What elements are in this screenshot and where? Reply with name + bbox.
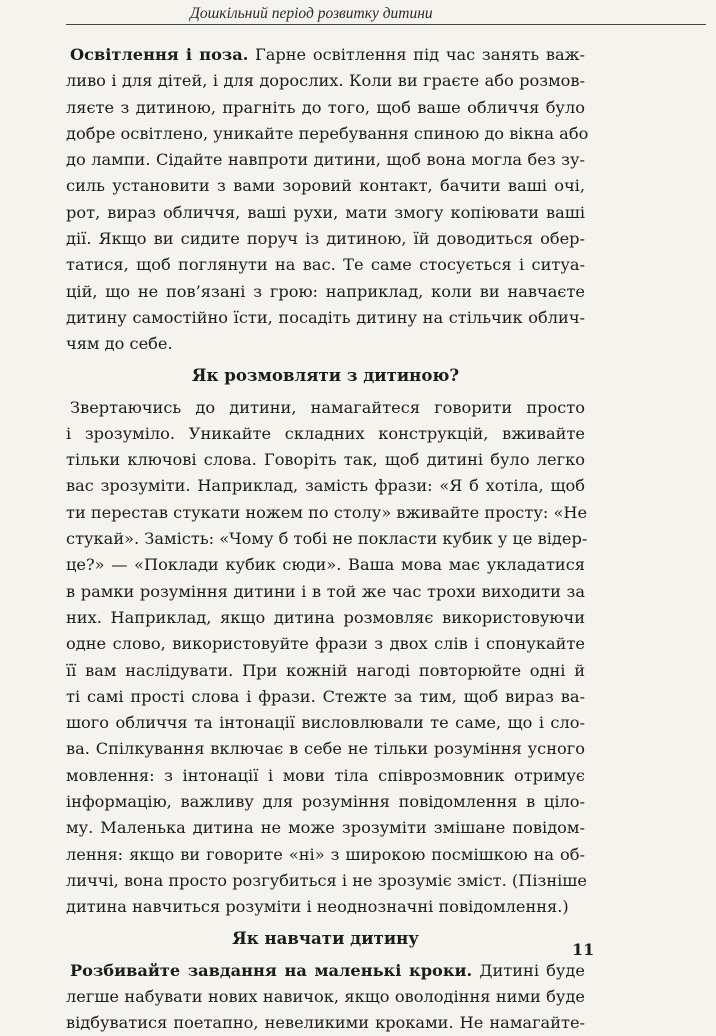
section-lighting	[66, 42, 585, 358]
paragraph-line	[66, 42, 585, 68]
paragraph-text: Дитині буде	[472, 961, 585, 980]
section-talking	[66, 395, 585, 921]
paragraph-line	[66, 958, 585, 984]
page-number: 11	[572, 940, 594, 959]
header-rule	[66, 24, 706, 25]
paragraph-line: лення: якщо ви говорите «ні» з широкою посмішкою на об-	[66, 842, 585, 868]
paragraph-line: ливо і для дітей, і для дорослих. Коли ви граєте або розмов-	[66, 68, 585, 94]
paragraph-line: це?» — «Поклади кубик сюди». Ваша мова має укладатися	[66, 552, 585, 578]
section-heading: Як навчати дитину	[66, 925, 585, 952]
section-teaching	[66, 958, 585, 1036]
paragraph-line: ва. Спілкування включає в себе не тільки розуміння усного	[66, 736, 585, 762]
paragraph-line: добре освітлено, уникайте перебування спиною до вікна або	[66, 121, 585, 147]
paragraph-line: і зрозуміло. Уникайте складних конструкцій, вживайте	[66, 421, 585, 447]
paragraph-line: татися, щоб поглянути на вас. Те саме стосується і ситуа-	[66, 252, 585, 278]
paragraph-line: цій, що не пов’язані з грою: наприклад, коли ви навчаєте	[66, 279, 585, 305]
paragraph-line: дії. Якщо ви сидите поруч із дитиною, їй доводиться обер-	[66, 226, 585, 252]
paragraph-line: шого обличчя та інтонації висловлювали те саме, що і сло-	[66, 710, 585, 736]
paragraph-lead: Освітлення і поза.	[70, 45, 248, 64]
paragraph-line: ті самі прості слова і фрази. Стежте за тим, щоб вираз ва-	[66, 684, 585, 710]
paragraph-line: личчі, вона просто розгубиться і не зрозуміє зміст. (Пізніше	[66, 868, 585, 894]
paragraph-lead: Розбивайте завдання на маленькі кроки.	[70, 961, 472, 980]
section-heading: Як розмовляти з дитиною?	[66, 362, 585, 389]
page-body	[66, 42, 585, 1036]
paragraph-line: му. Маленька дитина не може зрозуміти змішане повідом-	[66, 815, 585, 841]
paragraph-line: ти перестав стукати ножем по столу» вживайте просту: «Не	[66, 500, 585, 526]
paragraph-line: силь установити з вами зоровий контакт, бачити ваші очі,	[66, 173, 585, 199]
paragraph-line: до лампи. Сідайте навпроти дитини, щоб вона могла без зу-	[66, 147, 585, 173]
paragraph-line: чям до себе.	[66, 331, 585, 357]
paragraph-line: вас зрозуміти. Наприклад, замість фрази: «Я б хотіла, щоб	[66, 473, 585, 499]
paragraph-text: Гарне освітлення під час занять важ-	[248, 45, 585, 64]
paragraph-line: легше набувати нових навичок, якщо оволодіння ними буде	[66, 984, 585, 1010]
paragraph-line: одне слово, використовуйте фрази з двох слів і спонукайте	[66, 631, 585, 657]
paragraph-line: рот, вираз обличчя, ваші рухи, мати змогу копіювати ваші	[66, 200, 585, 226]
paragraph-line: відбуватися поетапно, невеликими кроками. Не намагайте-	[66, 1010, 585, 1036]
paragraph-line: Звертаючись до дитини, намагайтеся говорити просто	[66, 395, 585, 421]
paragraph-line: дитину самостійно їсти, посадіть дитину на стільчик облич-	[66, 305, 585, 331]
running-head-text: Дошкільний період розвитку дитини	[190, 5, 433, 23]
paragraph-line: її вам наслідувати. При кожній нагоді повторюйте одні й	[66, 658, 585, 684]
paragraph-line: тільки ключові слова. Говоріть так, щоб дитині було легко	[66, 447, 585, 473]
paragraph-line: в рамки розуміння дитини і в той же час трохи виходити за	[66, 579, 585, 605]
paragraph-line: них. Наприклад, якщо дитина розмовляє використовуючи	[66, 605, 585, 631]
paragraph-line: стукай». Замість: «Чому б тобі не покласти кубик у це відер-	[66, 526, 585, 552]
paragraph-line: ляєте з дитиною, прагніть до того, щоб ваше обличчя було	[66, 95, 585, 121]
paragraph-line: дитина навчиться розуміти і неоднозначні повідомлення.)	[66, 894, 585, 920]
paragraph-line: мовлення: з інтонації і мови тіла співрозмовник отримує	[66, 763, 585, 789]
paragraph-line: інформацію, важливу для розуміння повідомлення в ціло-	[66, 789, 585, 815]
